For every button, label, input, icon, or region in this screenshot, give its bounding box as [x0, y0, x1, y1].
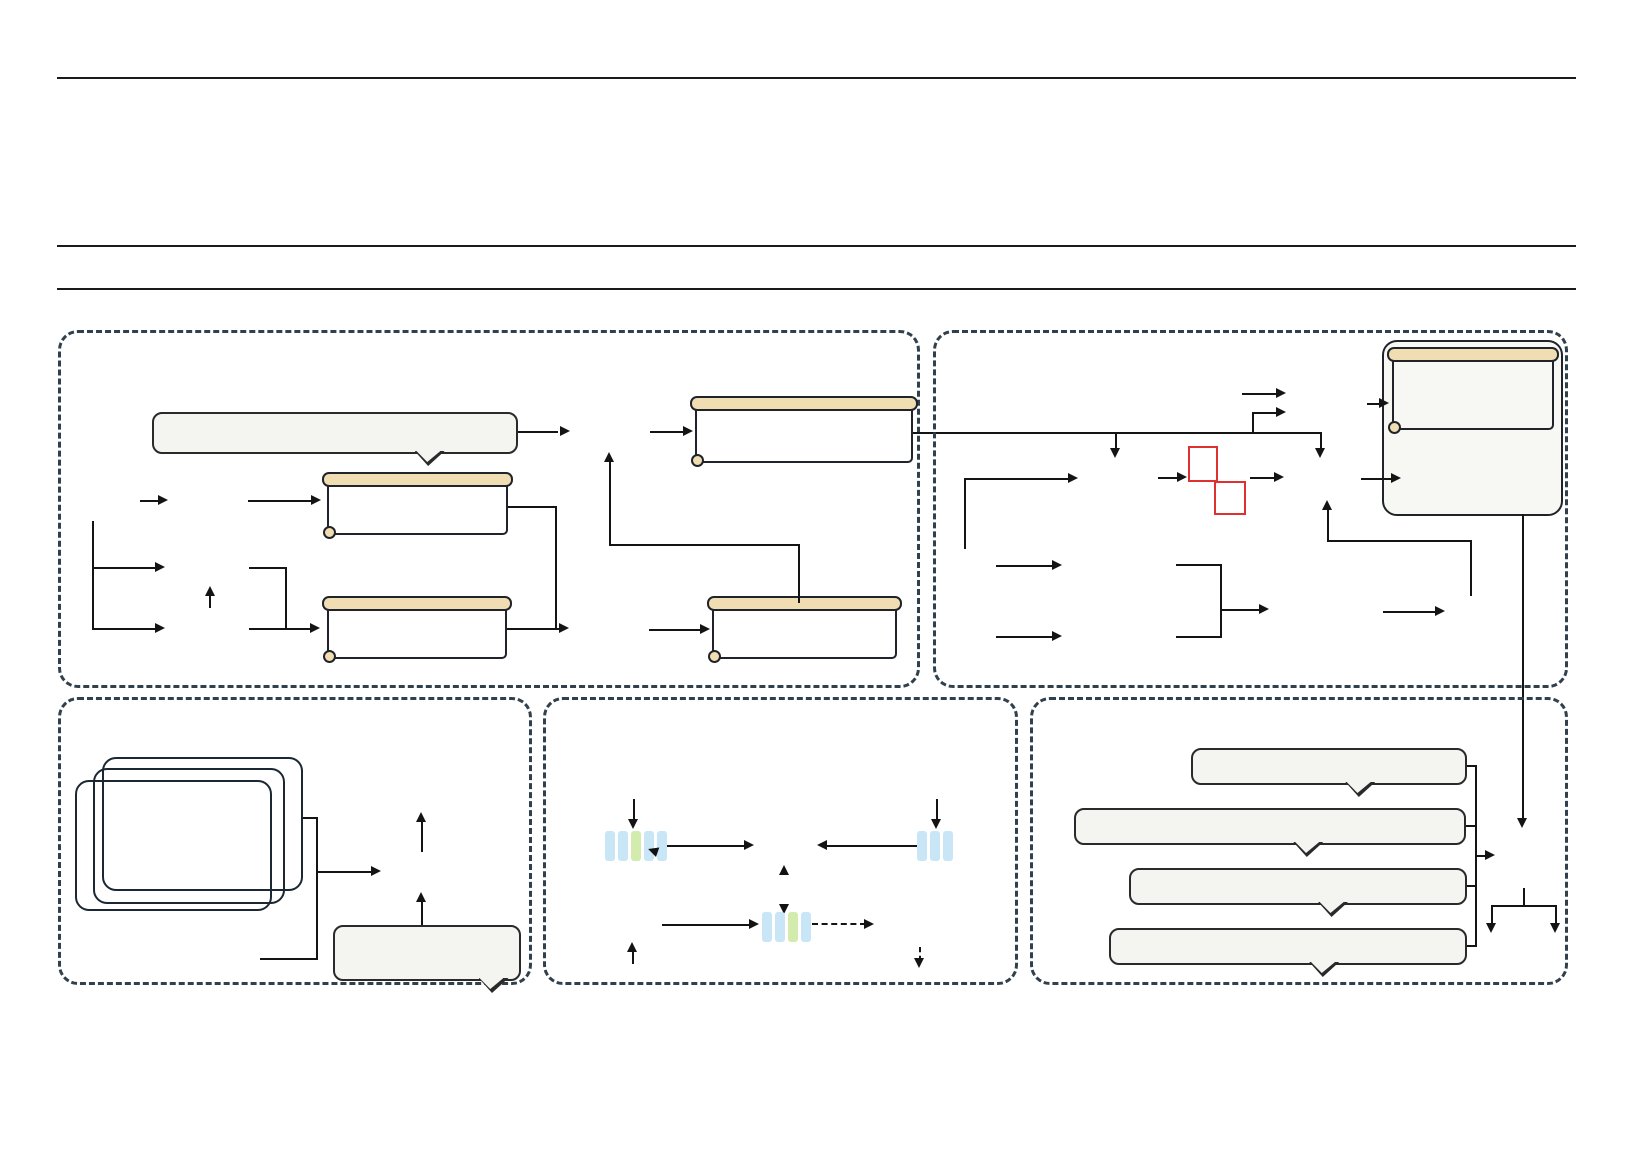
align-box-2	[1287, 381, 1367, 427]
table-rule	[57, 288, 1576, 290]
text-wo-timestamps-scroll	[327, 479, 508, 535]
llm-box	[572, 411, 650, 454]
slice-highlight-2	[1214, 481, 1246, 515]
laugh-emoji	[684, 768, 713, 797]
slice-highlight-1	[1188, 446, 1218, 482]
merge-box	[1285, 458, 1361, 500]
mllm-box	[383, 852, 463, 893]
dpo-box	[755, 824, 817, 867]
flow-vocoder-box	[877, 905, 965, 947]
question-bubble-1	[1191, 748, 1467, 785]
table-row	[0, 179, 1627, 207]
token-sequence-generated	[762, 912, 814, 942]
laugh-emoji	[1394, 576, 1424, 606]
asr-box-1	[170, 482, 248, 524]
table-row	[0, 40, 1627, 68]
slice-box	[1080, 458, 1158, 500]
text-with-timestamps-scroll	[327, 603, 507, 659]
table-row	[0, 148, 1627, 176]
question-bubble-4	[1109, 928, 1467, 965]
align-box-1	[571, 608, 649, 651]
chat-bubble-icon	[1006, 446, 1038, 474]
aligned-text-scroll	[712, 603, 897, 659]
semantic-tokenizer-box	[1064, 611, 1176, 661]
laugh-emoji	[247, 784, 275, 812]
result-scroll	[1392, 354, 1554, 430]
laugh-emoji-faded	[246, 814, 272, 840]
table-rule	[57, 245, 1576, 247]
voice-conversion-box	[1271, 584, 1383, 636]
laugh-emoji	[1004, 606, 1033, 635]
speaker-encoder-box	[1064, 540, 1176, 590]
table-row	[0, 210, 1627, 238]
chat-bubble-icon	[1008, 526, 1038, 553]
label-prompt-bubble	[152, 412, 518, 454]
table-row-ours	[0, 253, 1627, 281]
vad-box	[171, 608, 249, 650]
table-rule	[57, 77, 1576, 79]
table-row	[0, 8, 1627, 36]
prompt-card-front	[102, 757, 303, 891]
table-row	[0, 86, 1627, 114]
question-bubble-3	[1129, 868, 1467, 905]
token-sequence-reject	[917, 831, 956, 861]
dataset-comparison-table	[0, 0, 1627, 300]
laugh-emoji	[953, 958, 983, 988]
headphones-icon	[1496, 824, 1554, 888]
question-bubble-2	[1074, 808, 1466, 845]
labeled-text-scroll	[695, 403, 913, 463]
laugh-emoji	[228, 944, 258, 974]
table-row	[0, 117, 1627, 145]
laugh-emoji	[1524, 464, 1554, 494]
transcribe-bubble	[333, 925, 521, 981]
asr-box-2	[171, 548, 249, 590]
token-sequence-choose	[605, 831, 670, 861]
fire-icon	[644, 892, 668, 920]
